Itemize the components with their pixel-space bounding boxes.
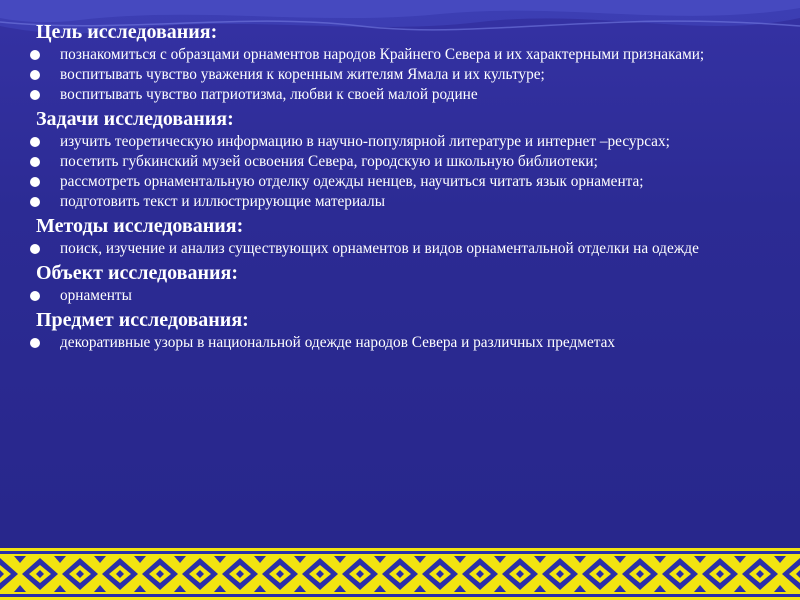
ornament-border [0, 548, 800, 600]
ornament-bottom-line [0, 594, 800, 597]
list-object [28, 288, 788, 304]
list-item: поиск, изучение и анализ существующих орнаментов и видов орнаментальной отделки на одежде [28, 241, 788, 257]
list-item: подготовить текст и иллюстрирующие материалы [28, 194, 788, 210]
list-tasks [28, 134, 788, 210]
list-item: воспитывать чувство патриотизма, любви к своей малой родине [28, 87, 788, 103]
list-subject [28, 335, 788, 351]
list-goal [28, 47, 788, 103]
list-item: познакомиться с образцами орнаментов народов Крайнего Севера и их характерными признаками; [28, 47, 788, 63]
section-heading-methods: Методы исследования: [36, 215, 244, 237]
section-heading-subject: Предмет исследования: [36, 309, 249, 331]
bullet-icon [30, 90, 40, 100]
bullet-icon [30, 50, 40, 60]
list-item: рассмотреть орнаментальную отделку одежды ненцев, научиться читать язык орнамента; [28, 174, 788, 190]
list-item: посетить губкинский музей освоения Севера, городскую и школьную библиотеки; [28, 154, 788, 170]
bullet-icon [30, 197, 40, 207]
section-heading-object: Объект исследования: [36, 262, 239, 284]
section-heading-goal: Цель исследования: [36, 21, 218, 43]
bullet-icon [30, 70, 40, 80]
bullet-icon [30, 291, 40, 301]
list-item: декоративные узоры в национальной одежде народов Севера и различных предметах [28, 335, 788, 351]
bullet-icon [30, 244, 40, 254]
bullet-icon [30, 137, 40, 147]
ornament-top-line [0, 551, 800, 554]
bullet-icon [30, 177, 40, 187]
content-area [28, 20, 788, 355]
list-item: изучить теоретическую информацию в научно-популярной литературе и интернет –ресурсах; [28, 134, 788, 150]
bullet-icon [30, 157, 40, 167]
bullet-icon [30, 338, 40, 348]
list-item: орнаменты [28, 288, 788, 304]
list-item: воспитывать чувство уважения к коренным жителям Ямала и их культуре; [28, 67, 788, 83]
section-heading-tasks: Задачи исследования: [36, 108, 234, 130]
list-methods [28, 241, 788, 257]
